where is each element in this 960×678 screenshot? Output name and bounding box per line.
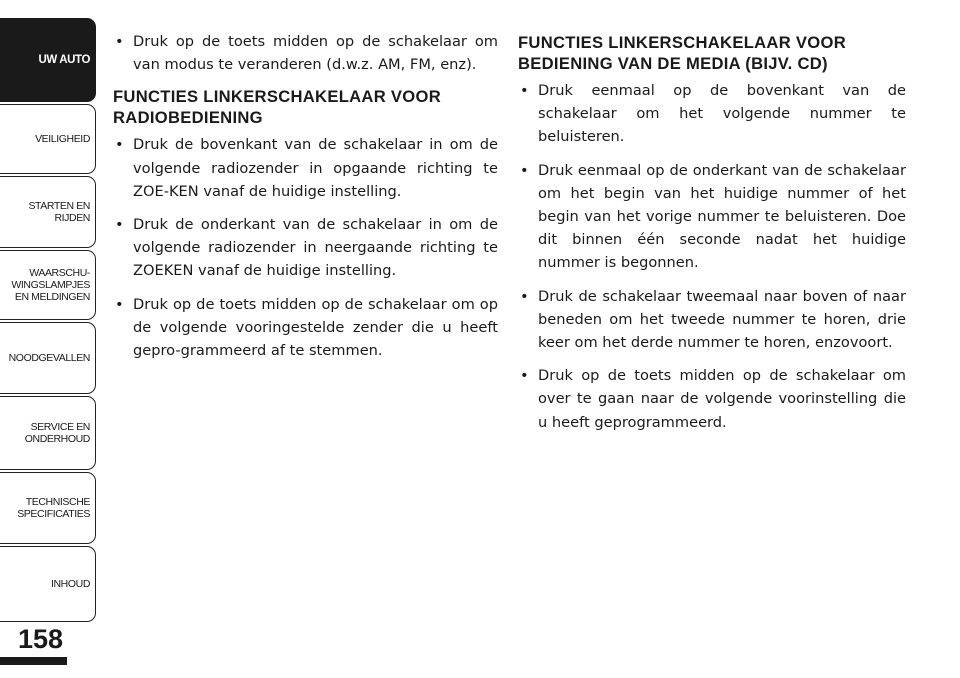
tab-inhoud[interactable]: INHOUD xyxy=(0,546,96,622)
tab-starten-en-rijden[interactable]: STARTEN EN RIJDEN xyxy=(0,176,96,248)
list-item: • Druk op de toets midden op de schakelaar om over te gaan naar de volgende voorinstelling die u heeft geprogrammeerd. xyxy=(518,364,906,434)
tab-veiligheid[interactable]: VEILIGHEID xyxy=(0,104,96,174)
tab-technische-specificaties[interactable]: TECHNISCHE SPECIFICATIES xyxy=(0,472,96,544)
section-heading-media: FUNCTIES LINKERSCHAKELAAR VOOR BEDIENING VAN DE MEDIA (BIJV. CD) xyxy=(518,33,846,73)
right-column xyxy=(518,32,906,444)
list-item: • Druk de bovenkant van de schakelaar in om de volgende radiozender in opgaande richting te ZOE-KEN vanaf de huidige instelling. xyxy=(113,133,498,203)
tab-uw-auto[interactable]: UW AUTO xyxy=(0,18,96,102)
list-item: • Druk eenmaal op de onderkant van de schakelaar om het begin van het huidige nummer of het begin van het vorige nummer te beluisteren. Doe dit binnen één seconde nadat het huidige nummer is begonnen. xyxy=(518,159,906,275)
tab-service-en-onderhoud[interactable]: SERVICE EN ONDERHOUD xyxy=(0,396,96,470)
tab-noodgevallen[interactable]: NOODGEVALLEN xyxy=(0,322,96,394)
list-item: • Druk op de toets midden op de schakelaar om op de volgende vooringestelde zender die u heeft gepro-grammeerd af te stemmen. xyxy=(113,293,498,363)
left-column xyxy=(113,30,498,372)
list-item: • Druk eenmaal op de bovenkant van de schakelaar om het volgende nummer te beluisteren. xyxy=(518,79,906,149)
tab-waarschuwingslampjes[interactable]: WAARSCHU- WINGSLAMPJES EN MELDINGEN xyxy=(0,250,96,320)
list-item: • Druk de onderkant van de schakelaar in om de volgende radiozender in neergaande richting te ZOEKEN vanaf de huidige instelling. xyxy=(113,213,498,283)
media-bullet-list xyxy=(518,79,906,434)
list-item: • Druk de schakelaar tweemaal naar boven of naar beneden om het tweede nummer te horen, drie keer om het derde nummer te horen, enzovoort. xyxy=(518,285,906,355)
section-heading-radio: FUNCTIES LINKERSCHAKELAAR VOOR RADIOBEDIENING xyxy=(113,87,441,128)
list-item: • Druk op de toets midden op de schakelaar om van modus te veranderen (d.w.z. AM, FM, enz). xyxy=(113,30,498,76)
page-number: 158 xyxy=(18,624,64,654)
chapter-tabs xyxy=(0,0,98,678)
intro-bullet-list xyxy=(113,30,498,76)
radio-bullet-list xyxy=(113,133,498,362)
